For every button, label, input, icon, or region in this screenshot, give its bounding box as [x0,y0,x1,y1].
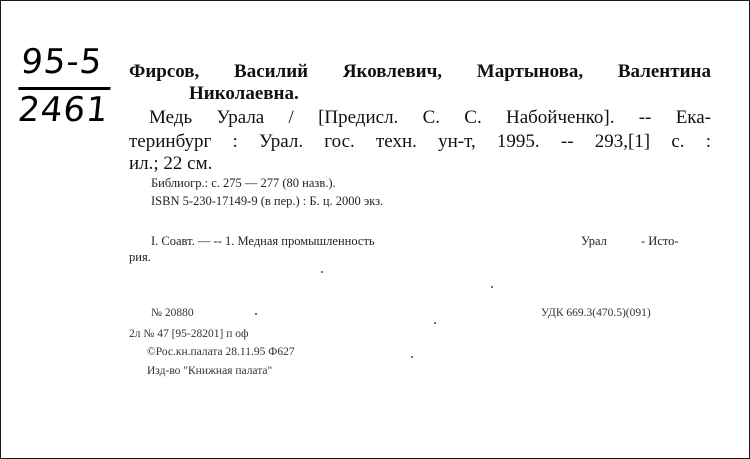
udc-code: УДК 669.3(470.5)(091) [541,307,651,319]
scan-speck [321,271,323,273]
authors-line1: Фирсов, Василий Яковлевич, Мартынова, Валентина [129,61,711,82]
bibliography-note: Библиогр.: с. 275 — 277 (80 назв.). [151,176,336,190]
authors-line2: Николаевна. [189,83,299,104]
scan-speck [255,313,257,315]
card-number: № 20880 [151,307,194,319]
title-line2: теринбург : Урал. гос. техн. ун-т, 1995. -- 293,[1] с. : [129,131,711,152]
publisher-line: Изд-во "Книжная палата" [147,365,273,377]
shelfmark-line1: 95-5 [19,42,105,82]
scan-speck [411,356,413,358]
shelfmark-line2: 2461 [16,90,111,130]
subjects-line1-mid: Урал [581,234,607,248]
scan-speck [434,322,436,324]
title-line3: ил.; 22 см. [129,153,213,174]
title-line1: Медь Урала / [Предисл. С. С. Набойченко]. -- Ека- [149,107,711,128]
scan-speck [491,286,493,288]
isbn-line: ISBN 5-230-17149-9 (в пер.) : Б. ц. 2000 экз. [151,194,384,208]
order-line: 2л № 47 [95-28201] п оф [129,328,249,340]
subjects-line2: рия. [129,250,151,264]
subjects-line1-right: - Исто- [641,234,679,248]
subjects-line1-left: I. Соавт. — -- 1. Медная промышленность [151,234,375,248]
copyright-line: ©Рос.кн.палата 28.11.95 Ф627 [147,346,295,358]
